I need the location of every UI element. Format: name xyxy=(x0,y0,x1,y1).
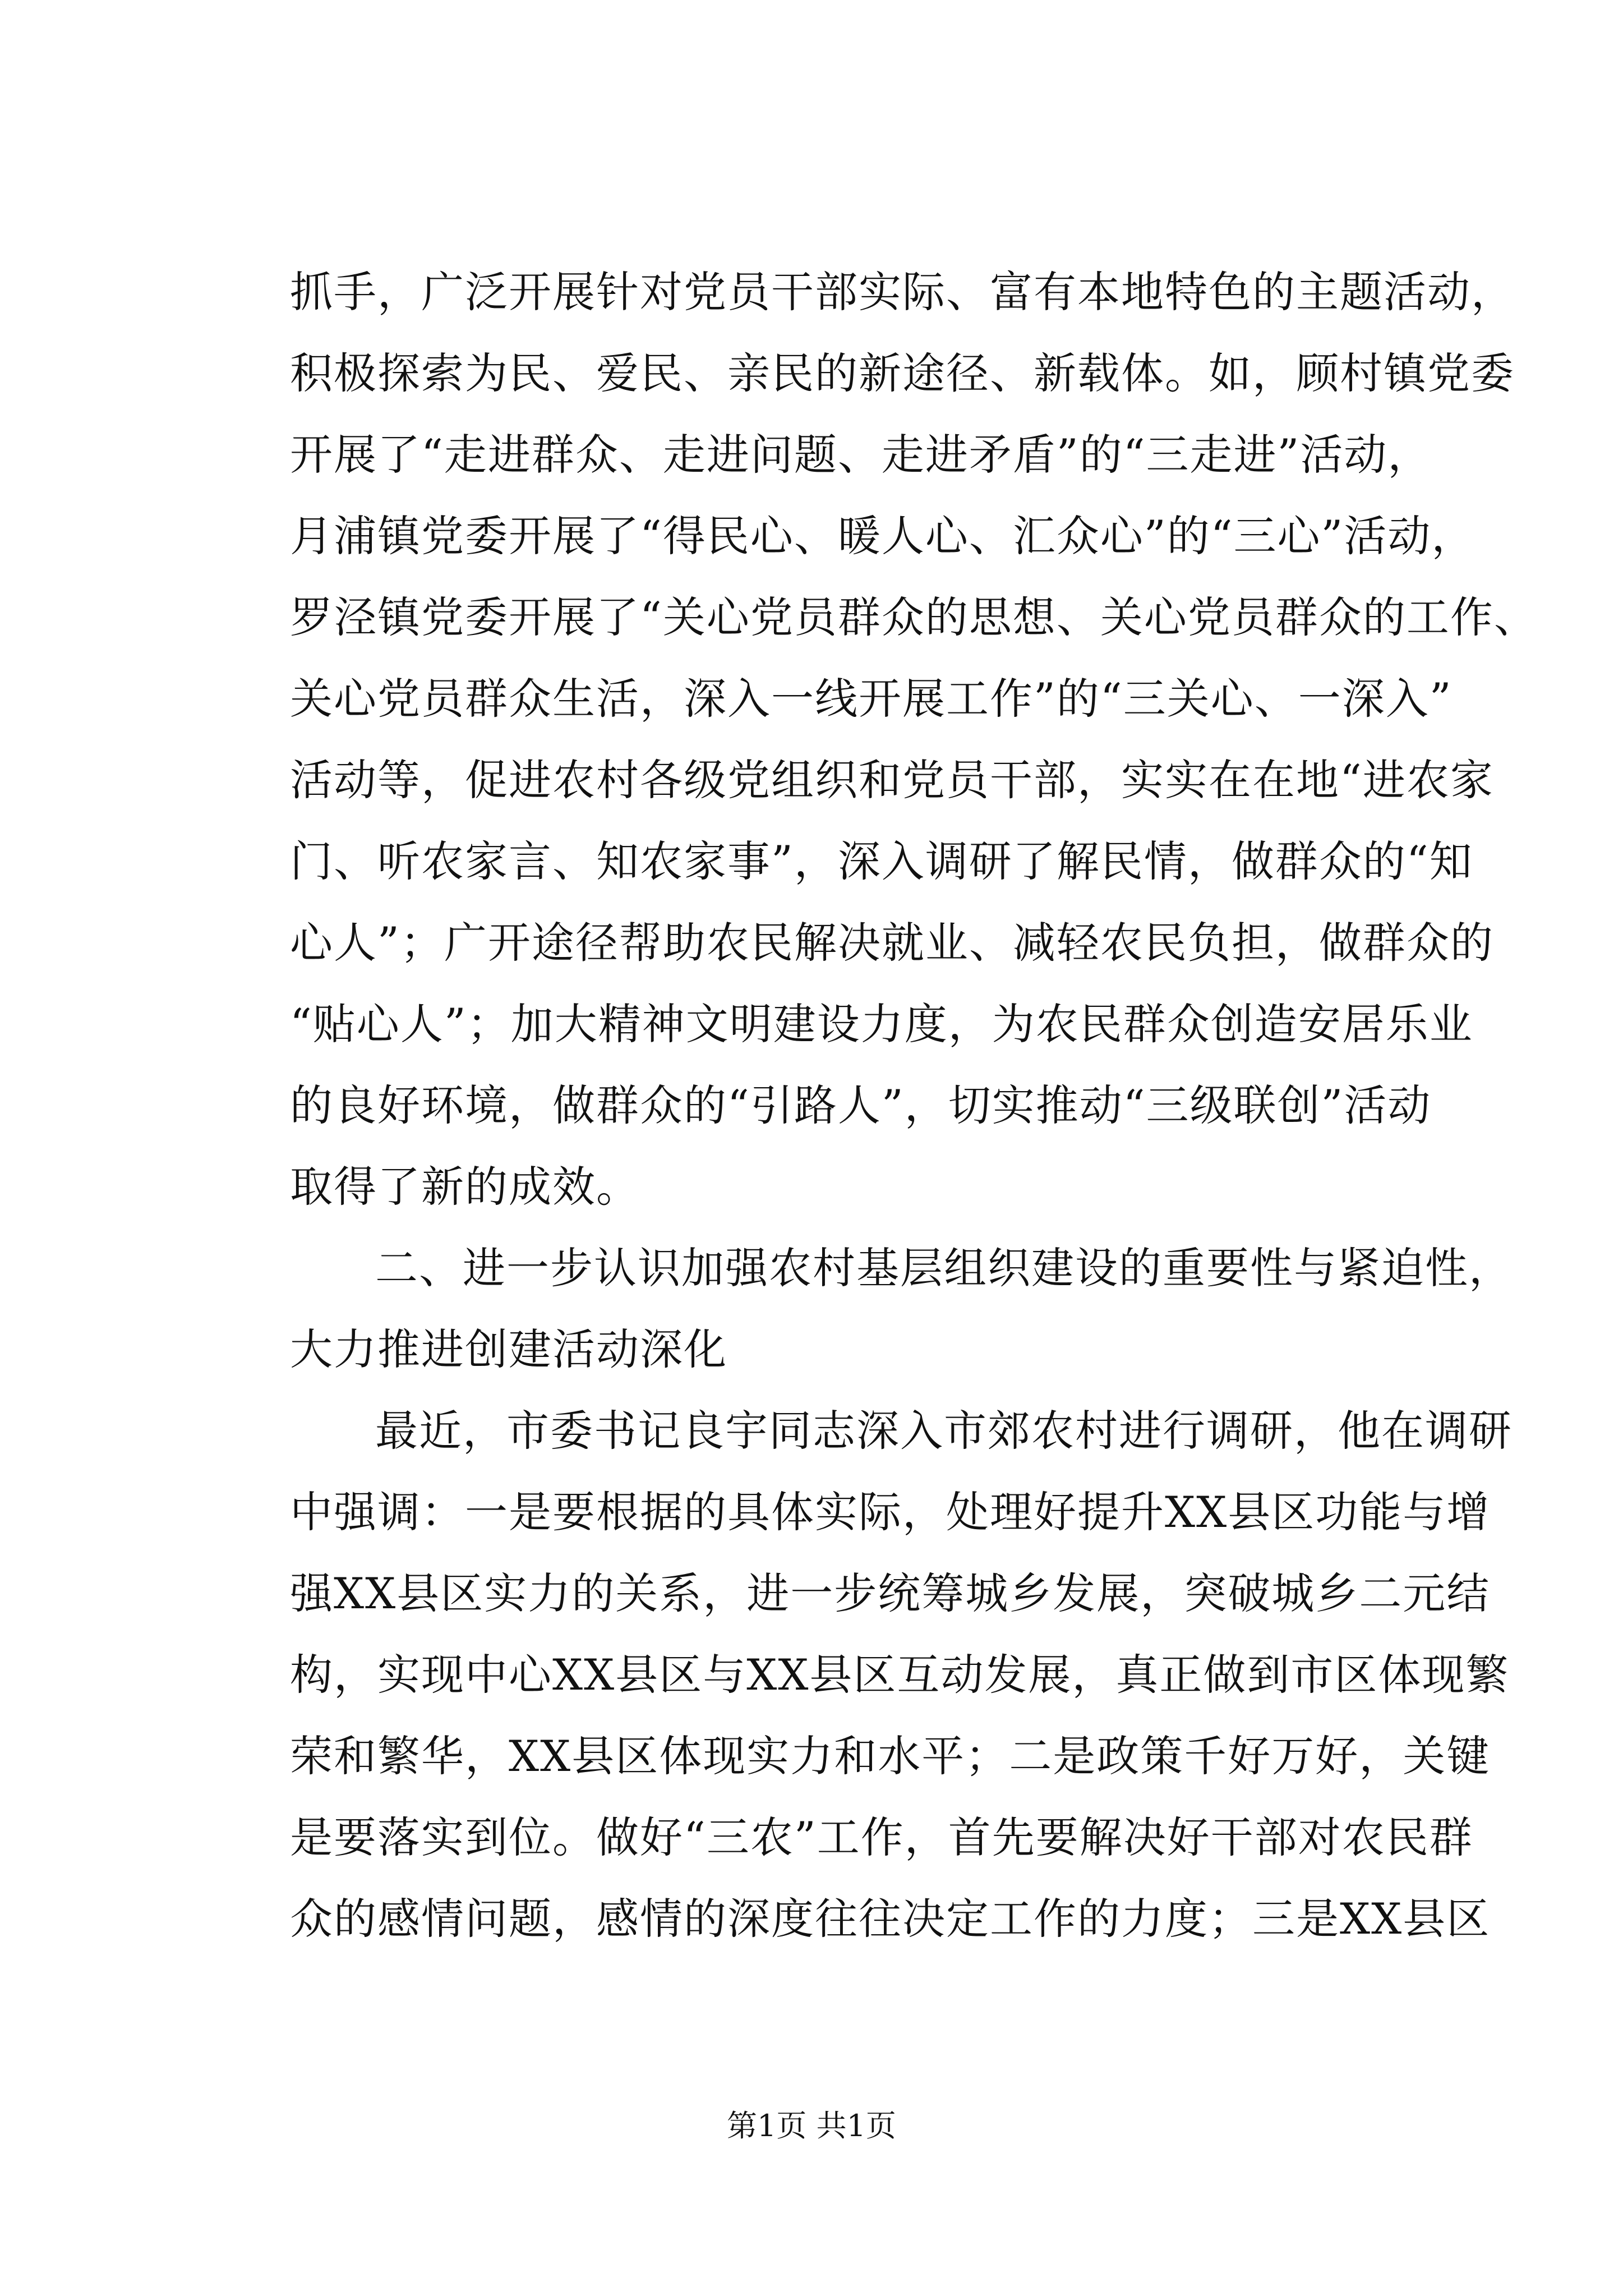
text-line: 抓手，广泛开展针对党员干部实际、富有本地特色的主题活动， xyxy=(290,267,1515,317)
text-line: 中强调：一是要根据的具体实际，处理好提升XX县区功能与增 xyxy=(290,1487,1491,1537)
text-line: 关心党员群众生活，深入一线开展工作”的“三关心、一深入” xyxy=(290,674,1453,724)
page-number-footer: 第1页 共1页 xyxy=(727,2108,896,2143)
text-line: 构，实现中心XX县区与XX县区互动发展，真正做到市区体现繁 xyxy=(290,1650,1510,1700)
text-line: 门、听农家言、知农家事”，深入调研了解民情，做群众的“知 xyxy=(290,836,1473,886)
text-line: 取得了新的成效。 xyxy=(290,1162,640,1212)
section-heading-line: 大力推进创建活动深化 xyxy=(290,1324,727,1374)
text-line: 活动等，促进农村各级党组织和党员干部，实实在在地“进农家 xyxy=(290,755,1494,805)
text-line: 心人”；广开途径帮助农民解决就业、减轻农民负担，做群众的 xyxy=(290,918,1494,968)
document-body xyxy=(290,251,1538,1959)
text-line: 最近，市委书记良宇同志深入市郊农村进行调研，他在调研 xyxy=(375,1406,1513,1456)
text-line: 强XX县区实力的关系，进一步统筹城乡发展，突破城乡二元结 xyxy=(290,1568,1491,1618)
text-line: 众的感情问题，感情的深度往往决定工作的力度；三是XX县区 xyxy=(290,1894,1491,1944)
text-line: 月浦镇党委开展了“得民心、暖人心、汇众心”的“三心”活动， xyxy=(290,511,1476,561)
text-line: “贴心人”；加大精神文明建设力度，为农民群众创造安居乐业 xyxy=(290,999,1473,1049)
text-line: 荣和繁华，XX县区体现实力和水平；二是政策千好万好，关键 xyxy=(290,1731,1491,1781)
section-heading-line: 二、进一步认识加强农村基层组织建设的重要性与紧迫性， xyxy=(375,1243,1513,1293)
text-line: 是要落实到位。做好“三农”工作，首先要解决好干部对农民群 xyxy=(290,1812,1473,1862)
text-line: 积极探索为民、爱民、亲民的新途径、新载体。如，顾村镇党委 xyxy=(290,348,1515,398)
text-line: 罗泾镇党委开展了“关心党员群众的思想、关心党员群众的工作、 xyxy=(290,592,1538,642)
text-line: 开展了“走进群众、走进问题、走进矛盾”的“三走进”活动， xyxy=(290,430,1432,480)
text-line: 的良好环境，做群众的“引路人”，切实推动“三级联创”活动 xyxy=(290,1080,1432,1130)
